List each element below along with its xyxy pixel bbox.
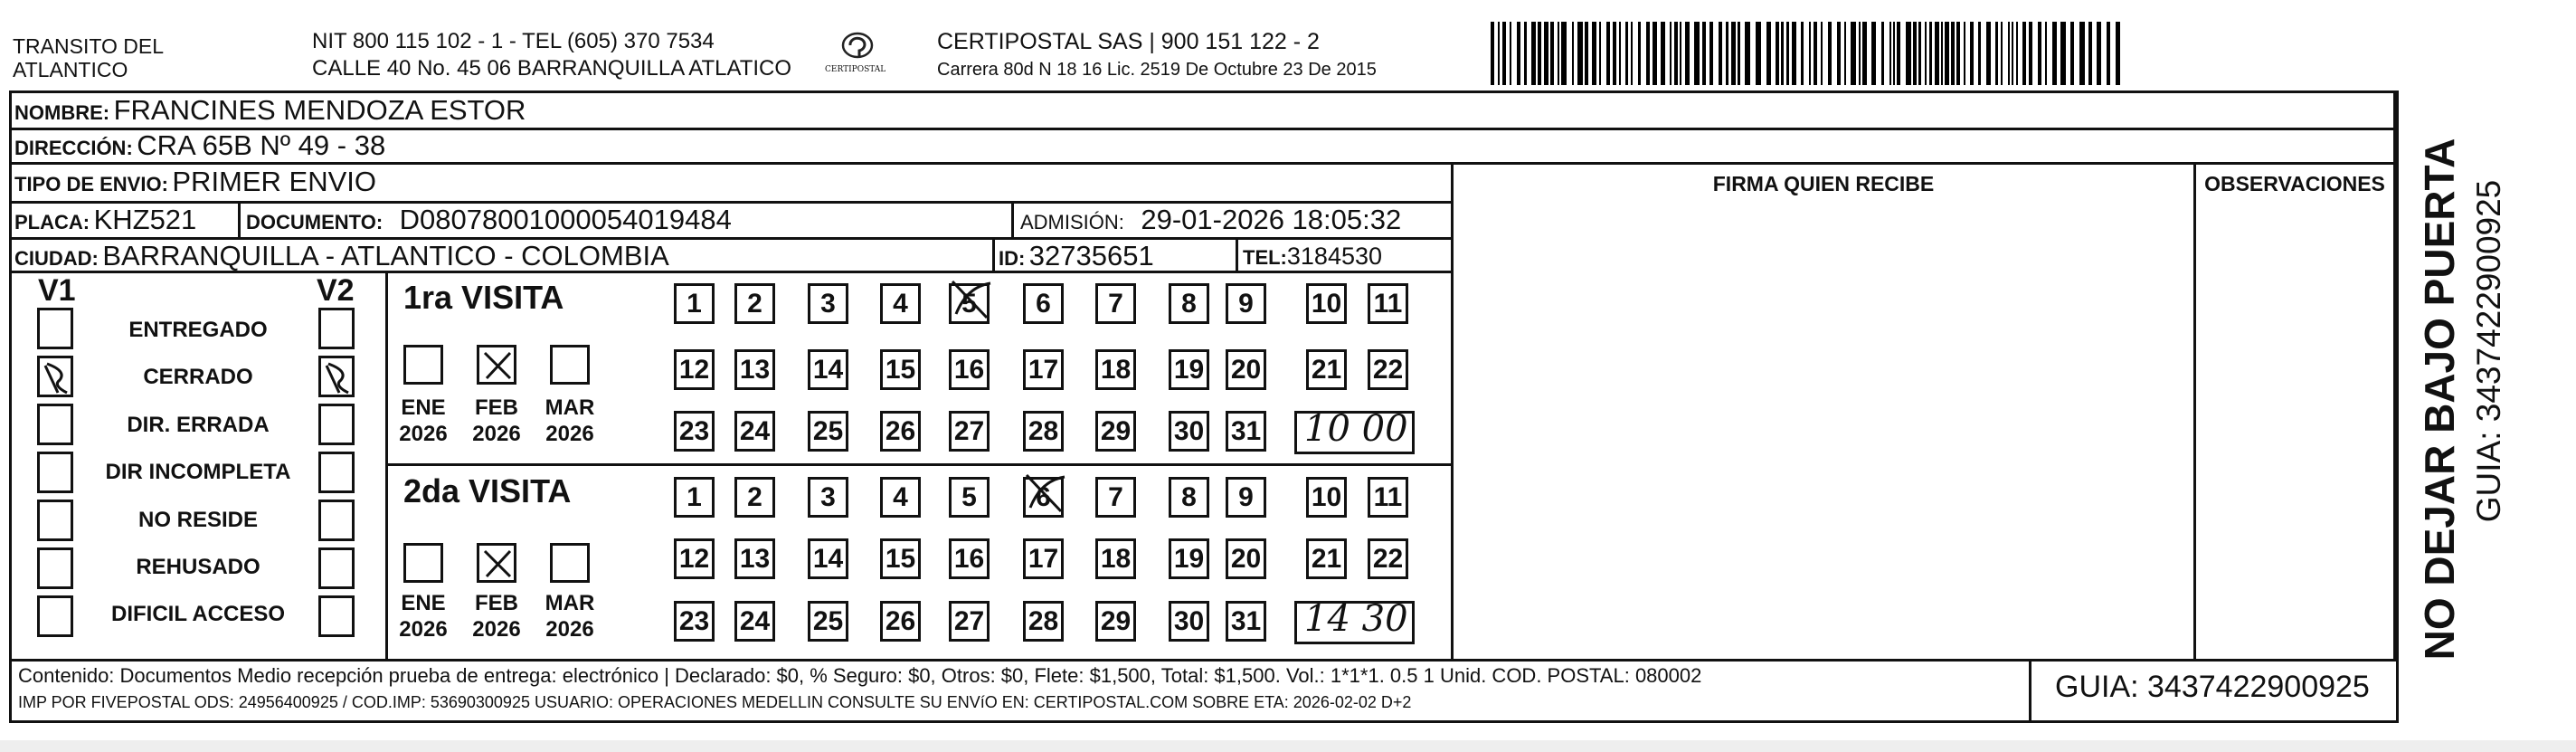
month-name: ENE [401, 395, 446, 420]
company-name-line1: TRANSITO DEL [13, 34, 164, 58]
v1-checkbox[interactable] [37, 547, 73, 589]
day-box[interactable]: 21 [1306, 349, 1347, 390]
certipostal-logo [825, 29, 886, 80]
direccion-value: CRA 65B Nº 49 - 38 [137, 129, 386, 161]
barcode [1491, 22, 2124, 85]
divider [2029, 659, 2031, 723]
month-label [460, 590, 533, 643]
day-box[interactable]: 2 [734, 283, 775, 324]
admision-row [1020, 204, 1401, 236]
check-mark-icon [1023, 471, 1068, 517]
nombre-value: FRANCINES MENDOZA ESTOR [113, 94, 526, 126]
v2-checkbox[interactable] [318, 356, 355, 397]
observaciones-header: OBSERVACIONES [2204, 172, 2385, 195]
month-checkbox[interactable] [550, 543, 590, 583]
handwritten-time: 14 30 [1304, 598, 1408, 640]
day-box[interactable]: 17 [1023, 349, 1064, 390]
month-label [460, 395, 533, 447]
day-box[interactable]: 19 [1169, 538, 1209, 579]
placa-label: PLACA: [14, 211, 90, 233]
v2-checkbox[interactable] [318, 452, 355, 493]
status-label: ENTREGADO [128, 318, 268, 342]
tel-value: 3184530 [1286, 243, 1383, 270]
day-box[interactable]: 30 [1169, 601, 1209, 642]
v2-label: V2 [317, 273, 355, 308]
v1-checkbox[interactable] [37, 404, 73, 445]
day-box[interactable]: 16 [949, 538, 990, 579]
v1-checkbox[interactable] [37, 356, 73, 397]
month-checkbox[interactable] [550, 345, 590, 385]
status-label: NO RESIDE [137, 508, 259, 532]
tel-row [1243, 243, 1382, 271]
v2-checkbox[interactable] [318, 308, 355, 349]
day-box[interactable]: 14 [808, 349, 848, 390]
day-box[interactable]: 3 [808, 283, 848, 324]
divider [9, 659, 2399, 662]
status-label: REHUSADO [136, 555, 260, 579]
day-box[interactable]: 19 [1169, 349, 1209, 390]
month-label [387, 590, 459, 643]
month-year: 2026 [472, 617, 521, 642]
barcode-image [1491, 22, 2124, 85]
tipo-value: PRIMER ENVIO [172, 166, 377, 197]
v2-checkbox[interactable] [318, 404, 355, 445]
company-name-line2: ATLANTICO [13, 58, 128, 81]
time-box[interactable] [1294, 598, 1415, 644]
day-box[interactable]: 14 [808, 538, 848, 579]
check-mark-icon [479, 347, 516, 384]
v2-checkbox[interactable] [318, 595, 355, 637]
day-box[interactable]: 8 [1169, 477, 1209, 518]
day-box[interactable]: 24 [734, 411, 775, 452]
status-label: CERRADO [143, 365, 253, 389]
status-label: DIFICIL ACCESO [110, 602, 285, 626]
day-box[interactable]: 24 [734, 601, 775, 642]
day-box[interactable]: 26 [880, 411, 921, 452]
day-box[interactable]: 26 [880, 601, 921, 642]
day-box[interactable]: 25 [808, 411, 848, 452]
day-box[interactable]: 29 [1095, 601, 1136, 642]
day-box[interactable]: 23 [674, 601, 715, 642]
month-label [534, 395, 606, 447]
address-line: CALLE 40 No. 45 06 BARRANQUILLA ATLATICO [312, 56, 792, 81]
divider [385, 463, 1454, 466]
tipo-label: TIPO DE ENVIO: [14, 173, 168, 195]
day-box[interactable]: 20 [1226, 538, 1266, 579]
v1-checkbox[interactable] [37, 308, 73, 349]
divider [9, 162, 2399, 165]
day-box[interactable]: 25 [808, 601, 848, 642]
id-label: ID: [999, 247, 1026, 270]
day-box[interactable]: 22 [1368, 538, 1408, 579]
day-box[interactable]: 15 [880, 538, 921, 579]
day-box[interactable]: 29 [1095, 411, 1136, 452]
status-label: DIR. ERRADA [127, 413, 270, 437]
time-box[interactable] [1294, 408, 1415, 454]
no-dejar-warning: NO DEJAR BAJO PUERTA [2416, 138, 2463, 661]
contenido-text: Contenido: Documentos Medio recepción prueba de entrega: electrónico | Declarado: $0, % Seguro: $0, Otros: $0, Flete: $1,500, Total: $1,500. Vol.: 1*1*1. 0.5 1 Unid. COD. POSTAL: 080002 [18, 664, 1702, 687]
month-year: 2026 [472, 422, 521, 446]
day-box[interactable]: 11 [1368, 283, 1408, 324]
day-box[interactable]: 4 [880, 477, 921, 518]
divider [2393, 90, 2396, 661]
v2-checkbox[interactable] [318, 500, 355, 541]
divider [1011, 201, 1014, 239]
day-box[interactable]: 28 [1023, 411, 1064, 452]
day-box[interactable]: 12 [674, 538, 715, 579]
divider [1451, 162, 1454, 661]
day-box[interactable]: 21 [1306, 538, 1347, 579]
v1-label: V1 [38, 273, 76, 308]
day-box[interactable]: 7 [1095, 283, 1136, 324]
day-box[interactable]: 27 [949, 601, 990, 642]
logo-text: CERTIPOSTAL [825, 65, 886, 74]
visit-title: 1ra VISITA [403, 279, 564, 316]
month-checkbox[interactable] [477, 345, 516, 385]
day-box[interactable]: 18 [1095, 538, 1136, 579]
day-box[interactable]: 31 [1226, 411, 1266, 452]
divider [992, 237, 995, 272]
documento-value: D08078001000054019484 [399, 204, 732, 235]
day-box[interactable]: 12 [674, 349, 715, 390]
nit-line: NIT 800 115 102 - 1 - TEL (605) 370 7534 [312, 29, 715, 53]
divider [2193, 162, 2196, 661]
month-name: FEB [475, 591, 518, 615]
month-label [534, 590, 606, 643]
day-box[interactable]: 5 [949, 283, 990, 324]
day-box[interactable]: 9 [1226, 477, 1266, 518]
month-name: MAR [545, 395, 595, 420]
nombre-label: NOMBRE: [14, 101, 110, 124]
check-mark-icon [949, 278, 994, 323]
day-box[interactable]: 20 [1226, 349, 1266, 390]
placa-value: KHZ521 [93, 204, 197, 235]
month-name: ENE [401, 591, 446, 615]
imp-text: IMP POR FIVEPOSTAL ODS: 24956400925 / COD.IMP: 53690300925 USUARIO: OPERACIONES MEDELLIN CONSULTE SU ENVíO EN: CERTIPOSTAL.COM SOBRE ETA: 2026-02-02 D+2 [18, 693, 1412, 711]
id-value: 32735651 [1028, 240, 1154, 271]
day-box[interactable]: 18 [1095, 349, 1136, 390]
company-name [13, 34, 164, 81]
direccion-label: DIRECCIÓN: [14, 137, 133, 159]
day-box[interactable]: 10 [1306, 283, 1347, 324]
day-box[interactable]: 4 [880, 283, 921, 324]
handwritten-time: 10 00 [1304, 408, 1408, 450]
day-box[interactable]: 2 [734, 477, 775, 518]
license-line: Carrera 80d N 18 16 Lic. 2519 De Octubre 23 De 2015 [937, 60, 1377, 80]
day-box[interactable]: 1 [674, 477, 715, 518]
day-box[interactable]: 17 [1023, 538, 1064, 579]
day-box[interactable]: 9 [1226, 283, 1266, 324]
direccion-row [14, 129, 385, 162]
day-box[interactable]: 6 [1023, 477, 1064, 518]
day-box[interactable]: 27 [949, 411, 990, 452]
month-year: 2026 [545, 617, 594, 642]
v2-checkbox[interactable] [318, 547, 355, 589]
visit-title: 2da VISITA [403, 472, 572, 509]
divider [1236, 237, 1238, 272]
documento-row [246, 204, 732, 236]
documento-label: DOCUMENTO: [246, 211, 384, 233]
certipostal-line: CERTIPOSTAL SAS | 900 151 122 - 2 [937, 29, 1320, 54]
day-box[interactable]: 6 [1023, 283, 1064, 324]
month-checkbox[interactable] [403, 345, 443, 385]
guia-side: GUIA: 3437422900925 [2470, 179, 2507, 523]
v1-checkbox[interactable] [37, 595, 73, 637]
month-checkbox[interactable] [403, 543, 443, 583]
month-year: 2026 [545, 422, 594, 446]
placa-row [14, 204, 196, 236]
v1-checkbox[interactable] [37, 452, 73, 493]
month-year: 2026 [399, 422, 448, 446]
month-name: FEB [475, 395, 518, 420]
firma-header: FIRMA QUIEN RECIBE [1712, 172, 1935, 195]
day-box[interactable]: 13 [734, 349, 775, 390]
check-mark-icon [321, 358, 354, 396]
scan-edge [0, 740, 2576, 752]
admision-label: ADMISIÓN: [1020, 211, 1124, 233]
day-box[interactable]: 15 [880, 349, 921, 390]
month-name: MAR [545, 591, 595, 615]
day-box[interactable]: 8 [1169, 283, 1209, 324]
day-box[interactable]: 11 [1368, 477, 1408, 518]
month-checkbox[interactable] [477, 543, 516, 583]
divider [238, 201, 241, 239]
day-box[interactable]: 22 [1368, 349, 1408, 390]
ciudad-label: CIUDAD: [14, 247, 99, 270]
day-box[interactable]: 10 [1306, 477, 1347, 518]
day-box[interactable]: 23 [674, 411, 715, 452]
day-box[interactable]: 28 [1023, 601, 1064, 642]
tipo-row [14, 166, 376, 198]
ciudad-row [14, 240, 669, 272]
tel-label: TEL: [1243, 246, 1287, 269]
day-box[interactable]: 5 [949, 477, 990, 518]
id-row [999, 240, 1154, 272]
day-box[interactable]: 3 [808, 477, 848, 518]
check-mark-icon [40, 358, 72, 396]
status-label: DIR INCOMPLETA [105, 460, 291, 484]
guia-footer: GUIA: 3437422900925 [2055, 670, 2370, 704]
day-box[interactable]: 7 [1095, 477, 1136, 518]
day-box[interactable]: 13 [734, 538, 775, 579]
month-label [387, 395, 459, 447]
v1-checkbox[interactable] [37, 500, 73, 541]
month-year: 2026 [399, 617, 448, 642]
day-box[interactable]: 16 [949, 349, 990, 390]
check-mark-icon [479, 546, 516, 582]
day-box[interactable]: 30 [1169, 411, 1209, 452]
nombre-row [14, 94, 526, 127]
day-box[interactable]: 31 [1226, 601, 1266, 642]
admision-value: 29-01-2026 18:05:32 [1141, 204, 1402, 235]
ciudad-value: BARRANQUILLA - ATLANTICO - COLOMBIA [102, 240, 669, 271]
day-box[interactable]: 1 [674, 283, 715, 324]
